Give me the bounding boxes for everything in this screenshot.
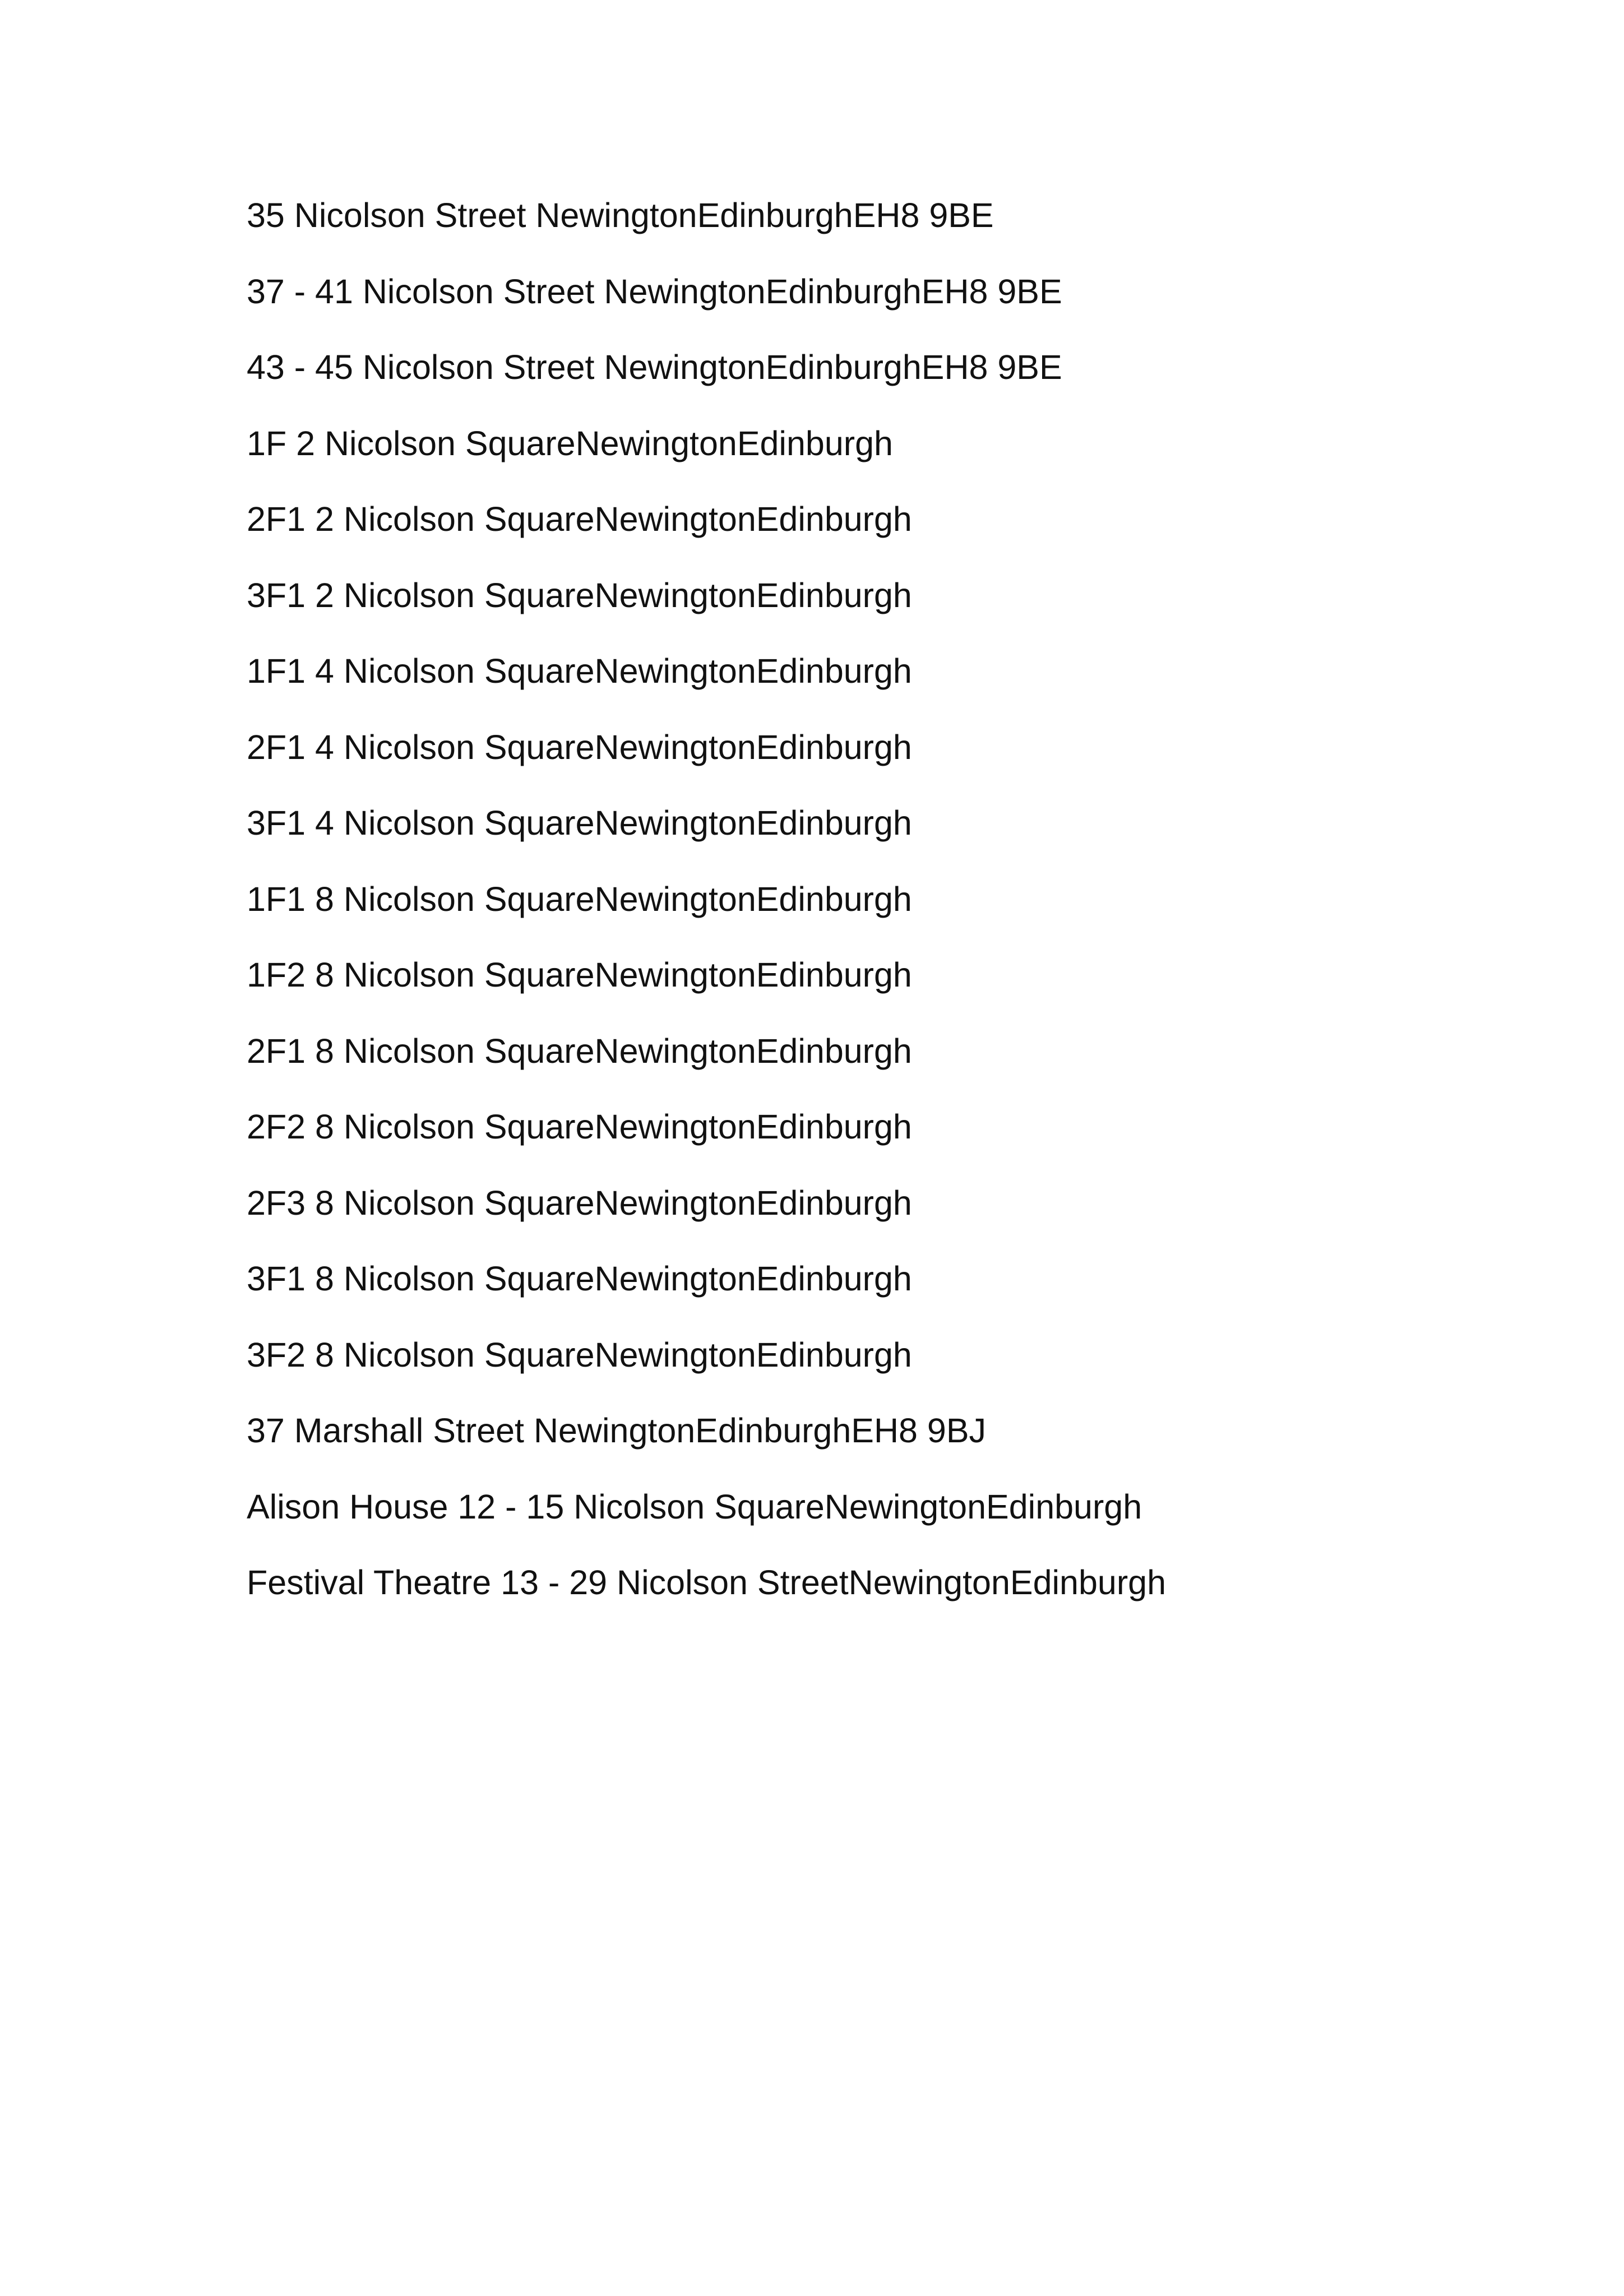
address-line: 3F1 8 Nicolson SquareNewingtonEdinburgh bbox=[247, 1260, 912, 1298]
address-line: 43 - 45 Nicolson Street NewingtonEdinburghEH8 9BE bbox=[247, 348, 1062, 386]
address-line: 2F2 8 Nicolson SquareNewingtonEdinburgh bbox=[247, 1108, 912, 1146]
address-line: 1F2 8 Nicolson SquareNewingtonEdinburgh bbox=[247, 956, 912, 994]
address-line: 3F2 8 Nicolson SquareNewingtonEdinburgh bbox=[247, 1335, 912, 1374]
address-line: 37 Marshall Street NewingtonEdinburghEH8 9BJ bbox=[247, 1411, 987, 1450]
address-line: 2F1 8 Nicolson SquareNewingtonEdinburgh bbox=[247, 1031, 912, 1070]
address-line: Alison House 12 - 15 Nicolson SquareNewingtonEdinburgh bbox=[247, 1487, 1142, 1526]
address-line: 35 Nicolson Street NewingtonEdinburghEH8 9BE bbox=[247, 196, 994, 234]
address-line: 37 - 41 Nicolson Street NewingtonEdinburghEH8 9BE bbox=[247, 272, 1062, 311]
address-line: 1F1 8 Nicolson SquareNewingtonEdinburgh bbox=[247, 879, 912, 918]
address-line: 2F1 4 Nicolson SquareNewingtonEdinburgh bbox=[247, 728, 912, 766]
address-line: 3F1 4 Nicolson SquareNewingtonEdinburgh bbox=[247, 804, 912, 842]
address-list bbox=[247, 193, 1166, 1636]
address-line: 2F3 8 Nicolson SquareNewingtonEdinburgh bbox=[247, 1183, 912, 1222]
address-line: 2F1 2 Nicolson SquareNewingtonEdinburgh bbox=[247, 500, 912, 538]
address-line: 1F1 4 Nicolson SquareNewingtonEdinburgh bbox=[247, 652, 912, 690]
address-line: 3F1 2 Nicolson SquareNewingtonEdinburgh bbox=[247, 576, 912, 614]
address-line: Festival Theatre 13 - 29 Nicolson StreetNewingtonEdinburgh bbox=[247, 1563, 1167, 1601]
address-line: 1F 2 Nicolson SquareNewingtonEdinburgh bbox=[247, 424, 893, 462]
